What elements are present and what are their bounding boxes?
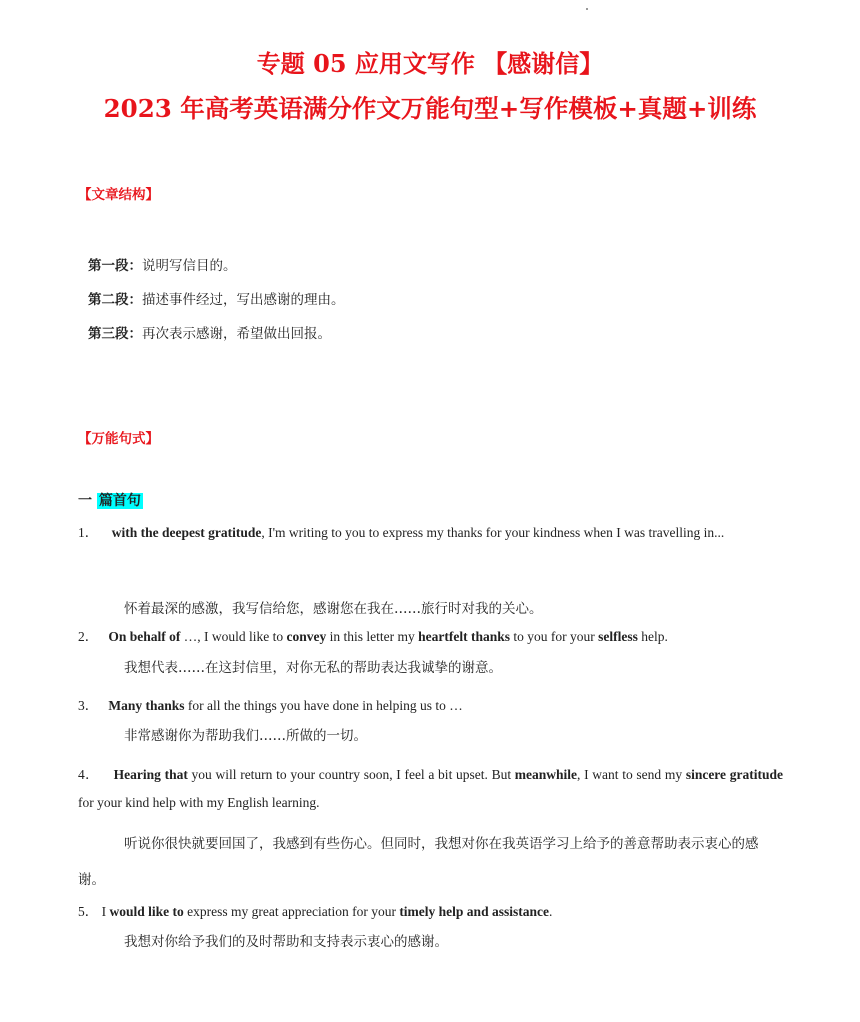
subheading-opening bbox=[78, 490, 143, 510]
phrase-text: I bbox=[101, 904, 110, 919]
paragraph-label: 第一段： bbox=[88, 258, 142, 274]
phrase-text: express my great appreciation for your bbox=[183, 904, 400, 919]
item-number: 1． bbox=[78, 525, 99, 540]
structure-paragraph-1 bbox=[88, 254, 237, 274]
doc-title-line1: 专题 05 应用文写作 【感谢信】 bbox=[256, 49, 604, 78]
structure-paragraph-3 bbox=[88, 322, 331, 342]
sentence-item-3-translation: 非常感谢你为帮助我们……所做的一切。 bbox=[124, 728, 367, 744]
phrase-text: for your kind help with my English learning. bbox=[78, 795, 320, 810]
paragraph-text: 描述事件经过，写出感谢的理由。 bbox=[142, 292, 345, 308]
phrase-bold: meanwhile bbox=[514, 767, 578, 782]
phrase-bold: Many thanks bbox=[108, 698, 185, 713]
phrase-bold: On behalf of bbox=[108, 629, 181, 644]
sentence-item-2 bbox=[78, 624, 783, 650]
sentence-item-1-translation: 怀着最深的感激，我写信给您，感谢您在我在……旅行时对我的关心。 bbox=[124, 601, 543, 617]
phrase-bold: timely help and assistance bbox=[399, 904, 549, 919]
paragraph-text: 说明写信目的。 bbox=[142, 258, 237, 274]
phrase-text: …, I would like to bbox=[180, 629, 287, 644]
phrase-text: help. bbox=[637, 629, 668, 644]
phrase-text: , I'm writing to you to express my thanks for your kindness when I was travelling in... bbox=[261, 525, 725, 540]
phrase-bold: heartfelt thanks bbox=[418, 629, 511, 644]
phrase-text: for all the things you have done in helping us to … bbox=[184, 698, 463, 713]
section-sentences-heading: 【万能句式】 bbox=[78, 431, 159, 447]
sentence-item-4-translation: 听说你很快就要回国了，我感到有些伤心。但同时，我想对你在我英语学习上给予的善意帮助表示衷心的感谢。 bbox=[78, 836, 759, 888]
sentence-item-5 bbox=[78, 899, 783, 925]
item-number: 5． bbox=[78, 904, 99, 919]
subheading-text: 篇首句 bbox=[98, 493, 141, 509]
item-number: 3． bbox=[78, 698, 99, 713]
sentence-item-3 bbox=[78, 693, 783, 719]
phrase-text: in this letter my bbox=[326, 629, 419, 644]
phrase-text: to you for your bbox=[510, 629, 599, 644]
paragraph-text: 再次表示感谢，希望做出回报。 bbox=[142, 326, 331, 342]
structure-paragraph-2 bbox=[88, 288, 345, 308]
item-number: 4． bbox=[78, 767, 99, 782]
sentence-item-2-translation: 我想代表……在这封信里，对你无私的帮助表达我诚挚的谢意。 bbox=[124, 660, 502, 676]
phrase-text: you will return to your country soon, I feel a bit upset. But bbox=[187, 767, 515, 782]
subheading-number: 一 bbox=[78, 493, 92, 509]
section-structure-heading: 【文章结构】 bbox=[78, 187, 159, 203]
sentence-item-1 bbox=[78, 520, 783, 546]
phrase-bold: would like to bbox=[109, 904, 184, 919]
paragraph-label: 第三段： bbox=[88, 326, 142, 342]
sentence-item-4 bbox=[78, 761, 783, 817]
phrase-bold: selfless bbox=[598, 629, 638, 644]
phrase-text: . bbox=[548, 904, 553, 919]
phrase-bold: Hearing that bbox=[113, 767, 188, 782]
phrase-bold: sincere gratitude bbox=[685, 767, 783, 782]
page-mark bbox=[586, 8, 588, 10]
phrase-bold: convey bbox=[286, 629, 327, 644]
sentence-item-5-translation: 我想对你给予我们的及时帮助和支持表示衷心的感谢。 bbox=[124, 934, 448, 950]
phrase-text: , I want to send my bbox=[577, 767, 686, 782]
paragraph-label: 第二段： bbox=[88, 292, 142, 308]
doc-title-line2: 2023 年高考英语满分作文万能句型+写作模板+真题+训练 bbox=[103, 94, 757, 123]
phrase-bold: with the deepest gratitude bbox=[111, 525, 262, 540]
item-number: 2． bbox=[78, 629, 99, 644]
